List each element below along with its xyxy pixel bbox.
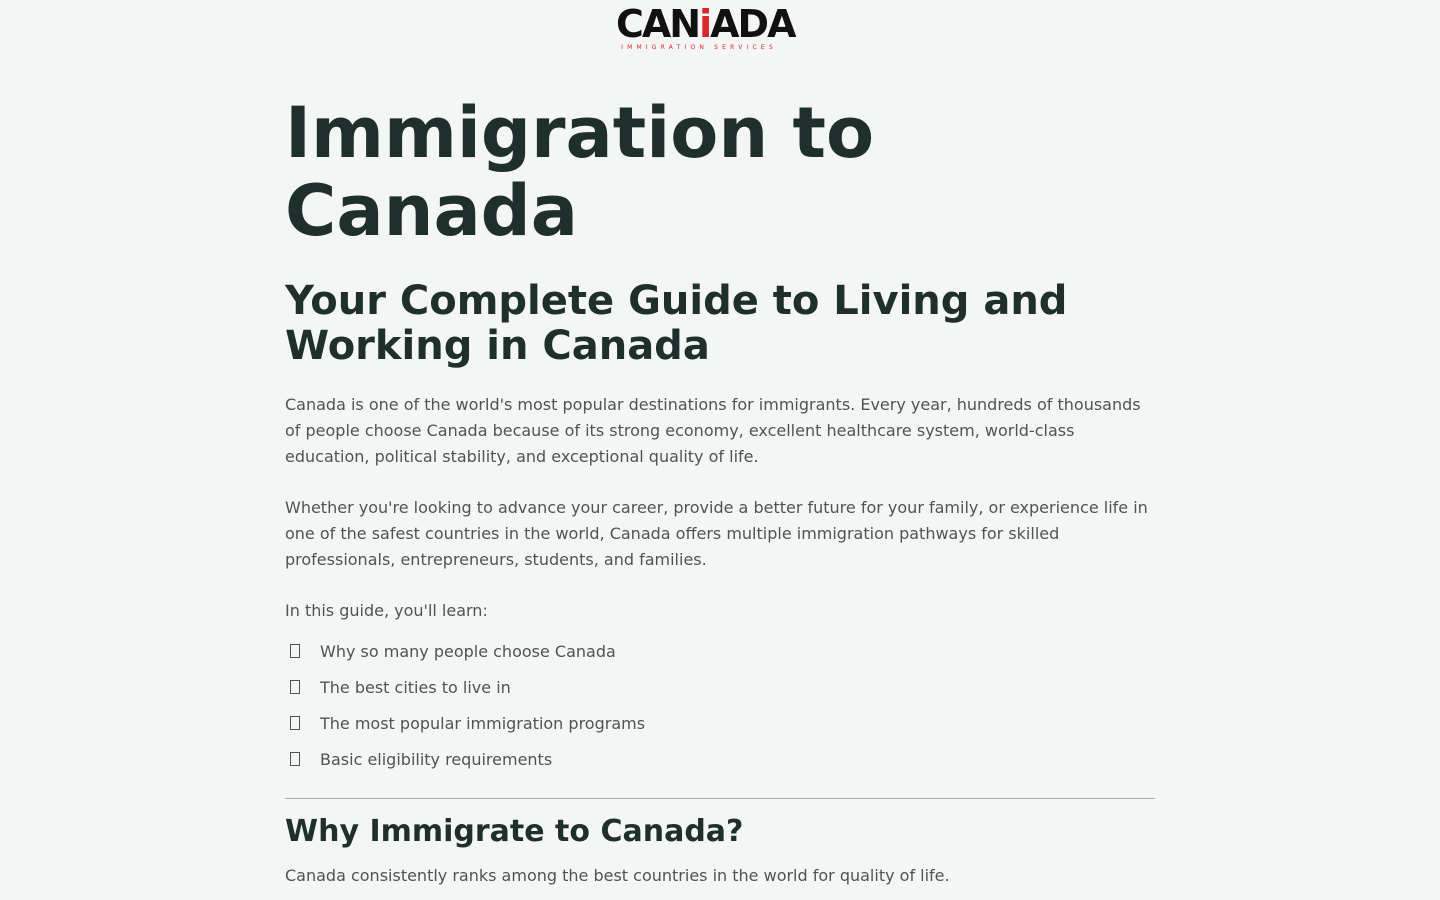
section-divider (285, 798, 1155, 799)
page-subtitle: Your Complete Guide to Living and Working in Canada (285, 278, 1068, 369)
page-title: Immigration to Canada (285, 92, 875, 252)
list-item (285, 748, 1155, 784)
maple-person-icon: i (699, 2, 711, 46)
section-paragraph: Canada consistently ranks among the best countries in the world for quality of life. (285, 866, 950, 885)
list-item (285, 712, 1155, 748)
missing-glyph-icon (290, 644, 300, 658)
guide-list (285, 640, 1155, 784)
intro-paragraph-1: Canada is one of the world's most popular destinations for immigrants. Every year, hundreds of thousands of people choose Canada because of its strong economy, excellent healthcare system, world-class education, political stability, and exceptional quality of life. (285, 395, 1141, 466)
list-item-label: The best cities to live in (320, 678, 511, 697)
logo-wordmark: CANiADA (616, 2, 795, 46)
list-item-label: The most popular immigration programs (320, 714, 646, 733)
intro-paragraph-2: Whether you're looking to advance your career, provide a better future for your family, or experience life in one of the safest countries in the world, Canada offers multiple immigration pathways for skilled professionals, entrepreneurs, students, and families. (285, 498, 1148, 569)
list-item-label: Basic eligibility requirements (320, 750, 553, 769)
list-item-label: Why so many people choose Canada (320, 642, 616, 661)
missing-glyph-icon (290, 716, 300, 730)
section-heading: Why Immigrate to Canada? (285, 814, 744, 849)
list-item (285, 640, 1155, 676)
logo-subtitle: IMMIGRATION SERVICES (621, 44, 777, 51)
guide-lead-in: In this guide, you'll learn: (285, 601, 488, 620)
missing-glyph-icon (290, 752, 300, 766)
list-item (285, 676, 1155, 712)
missing-glyph-icon (290, 680, 300, 694)
canada-immigration-logo[interactable] (616, 2, 795, 54)
